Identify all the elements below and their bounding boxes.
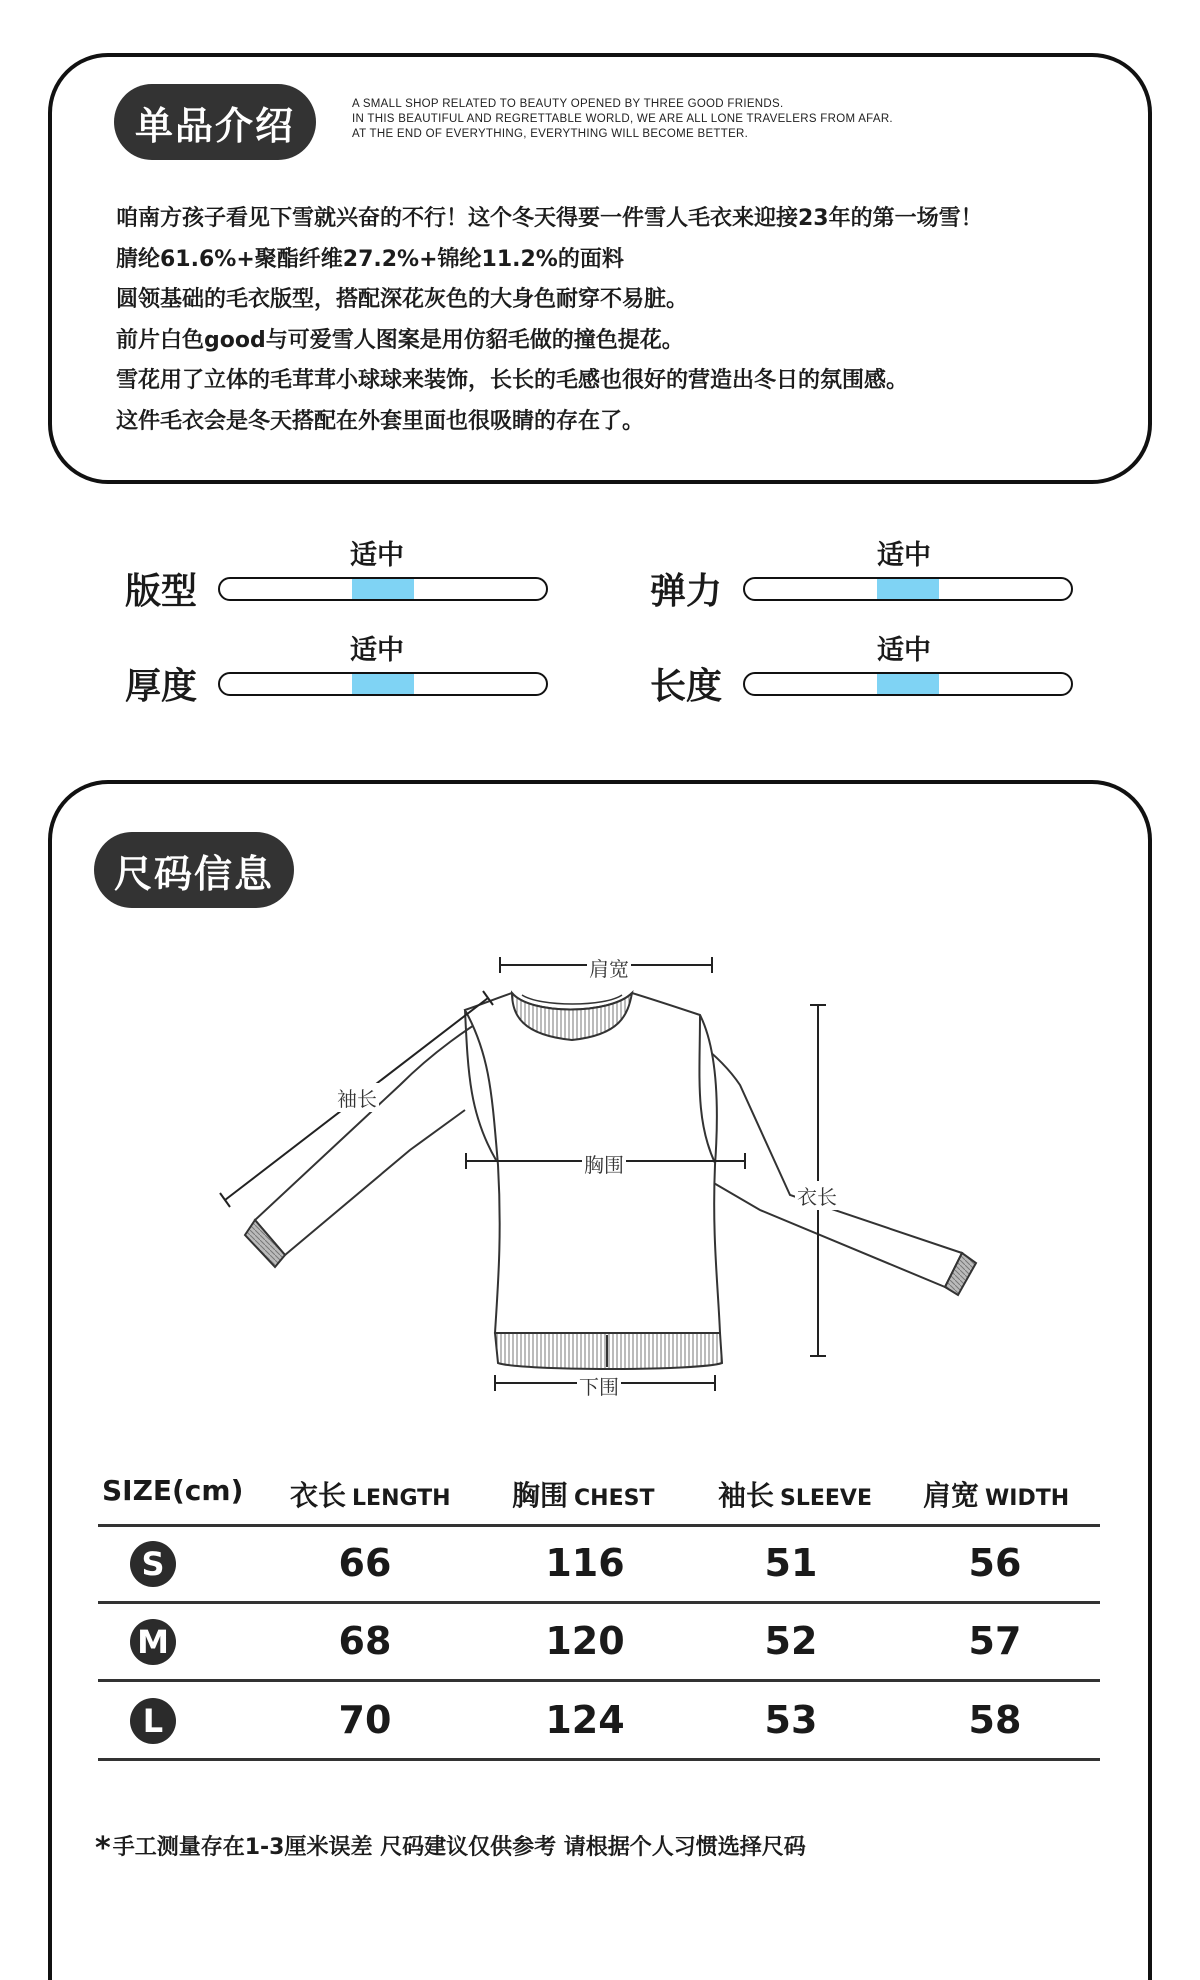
description-line: 前片白色good与可爱雪人图案是用仿貂毛做的撞色提花。 (116, 327, 684, 353)
fit-rating-label: 版型 (125, 571, 198, 612)
shoulder-label: 肩宽 (587, 953, 631, 982)
cell-sleeve: 51 (764, 1541, 818, 1585)
fit-rating-indicator (877, 579, 939, 599)
fit-rating-label: 弹力 (650, 571, 723, 612)
sweater-measurement-diagram (200, 935, 1000, 1415)
hem-label: 下围 (577, 1371, 621, 1400)
fit-rating-label: 长度 (650, 666, 723, 707)
size-badge: S (130, 1541, 176, 1587)
table-row (98, 1605, 1100, 1681)
fit-rating-track (743, 672, 1073, 696)
table-divider (98, 1601, 1100, 1604)
header-length: 衣长 LENGTH (290, 1479, 451, 1512)
size-table-header (98, 1462, 1100, 1522)
cell-sleeve: 53 (764, 1698, 818, 1742)
cell-length: 66 (338, 1541, 392, 1585)
fit-rating-indicator (877, 674, 939, 694)
size-badge: L (130, 1698, 176, 1744)
description-line: 这件毛衣会是冬天搭配在外套里面也很吸睛的存在了。 (116, 408, 645, 434)
description-line: 雪花用了立体的毛茸茸小球球来装饰，长长的毛感也很好的营造出冬日的氛围感。 (116, 368, 909, 393)
table-row (98, 1527, 1100, 1603)
fit-rating-track (218, 577, 548, 601)
tagline-line: IN THIS BEAUTIFUL AND REGRETTABLE WORLD, WE ARE ALL LONE TRAVELERS FROM AFAR. (352, 113, 893, 125)
fit-rating-indicator (352, 674, 414, 694)
table-divider (98, 1758, 1100, 1761)
note-asterisk: * (95, 1831, 111, 1866)
fit-rating-track (218, 672, 548, 696)
cell-width: 57 (968, 1619, 1022, 1663)
length-label: 衣长 (795, 1181, 839, 1210)
fit-rating-label: 厚度 (125, 666, 198, 707)
cell-width: 58 (968, 1698, 1022, 1742)
cell-length: 70 (338, 1698, 392, 1742)
product-intro-title: 单品介绍 (114, 84, 316, 160)
header-width: 肩宽 WIDTH (923, 1479, 1070, 1512)
cell-chest: 116 (545, 1541, 625, 1585)
description-line: 腈纶61.6%+聚酯纤维27.2%+锦纶11.2%的面料 (116, 246, 624, 272)
measurement-note (95, 1830, 806, 1866)
header-size: SIZE(cm) (102, 1474, 244, 1507)
header-chest: 胸围 CHEST (512, 1479, 655, 1512)
description-line: 咱南方孩子看见下雪就兴奋的不行！这个冬天得要一件雪人毛衣来迎接23年的第一场雪！ (116, 206, 983, 231)
fit-rating-value: 适中 (350, 635, 404, 666)
fit-rating-value: 适中 (350, 540, 404, 571)
cell-chest: 124 (545, 1698, 625, 1742)
cell-chest: 120 (545, 1619, 625, 1663)
chest-label: 胸围 (582, 1149, 626, 1178)
cell-sleeve: 52 (764, 1619, 818, 1663)
product-intro-panel (48, 53, 1152, 484)
sleeve-label: 袖长 (335, 1083, 379, 1112)
tagline-line: A SMALL SHOP RELATED TO BEAUTY OPENED BY THREE GOOD FRIENDS. (352, 98, 784, 110)
table-divider (98, 1679, 1100, 1682)
cell-length: 68 (338, 1619, 392, 1663)
size-badge: M (130, 1619, 176, 1665)
fit-rating-indicator (352, 579, 414, 599)
brand-tagline (352, 97, 1072, 142)
note-text: 手工测量存在1-3厘米误差 尺码建议仅供参考 请根据个人习惯选择尺码 (112, 1835, 806, 1860)
fit-rating-value: 适中 (877, 635, 931, 666)
fit-rating-value: 适中 (877, 540, 931, 571)
cell-width: 56 (968, 1541, 1022, 1585)
fit-rating-track (743, 577, 1073, 601)
description-line: 圆领基础的毛衣版型，搭配深花灰色的大身色耐穿不易脏。 (116, 287, 689, 312)
product-description (116, 199, 1116, 442)
table-row (98, 1684, 1100, 1760)
header-sleeve: 袖长 SLEEVE (718, 1479, 872, 1512)
tagline-line: AT THE END OF EVERYTHING, EVERYTHING WILL BECOME BETTER. (352, 128, 749, 140)
size-info-title: 尺码信息 (94, 832, 294, 908)
